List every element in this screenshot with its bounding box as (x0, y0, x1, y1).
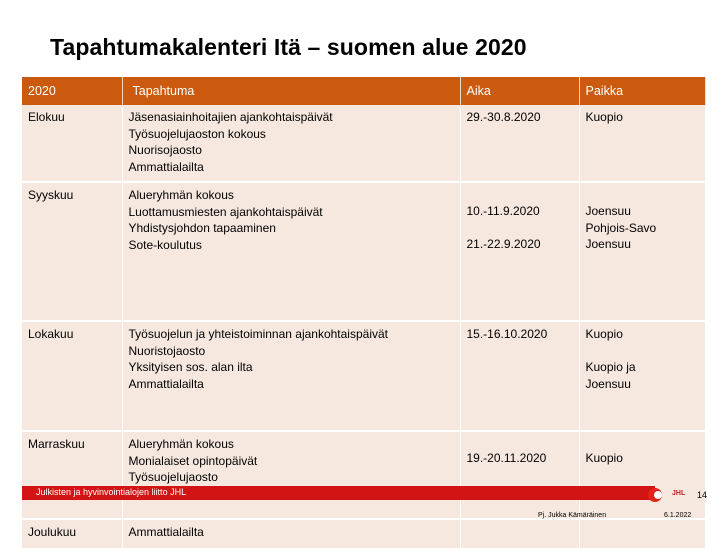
place-cell: Kuopio Kuopio ja Joensuu (579, 321, 705, 431)
time-cell (460, 519, 579, 549)
place-cell: Joensuu Pohjois-Savo Joensuu (579, 182, 705, 321)
author-text: Pj. Jukka Kämäräinen (538, 512, 607, 519)
slide-title: Tapahtumakalenteri Itä – suomen alue 2020 (50, 34, 527, 60)
table-row (22, 182, 705, 321)
header-event: Tapahtuma (122, 77, 460, 105)
place-cell: Kuopio (579, 105, 705, 182)
footer-organization-text: Julkisten ja hyvinvointialojen liitto JHL (36, 487, 187, 497)
time-cell: 10.-11.9.2020 21.-22.9.2020 (460, 182, 579, 321)
place-cell: Kuopio (579, 431, 705, 519)
footer-red-band (22, 486, 655, 500)
page-number: 14 (697, 490, 708, 500)
header-year: 2020 (22, 77, 122, 105)
place-cell (579, 519, 705, 549)
time-cell: 19.-20.11.2020 (460, 431, 579, 519)
event-calendar-table (22, 77, 706, 550)
events-cell: Työsuojelun ja yhteistoiminnan ajankohtaispäivät Nuoristojaosto Yksityisen sos. alan ilta Ammattialailta (122, 321, 460, 431)
month-cell: Marraskuu (22, 431, 122, 519)
jhl-logo-icon (648, 488, 670, 502)
events-cell: Alueryhmän kokous Luottamusmiesten ajankohtaispäivät Yhdistysjohdon tapaaminen Sote-koulutus (122, 182, 460, 321)
month-cell: Syyskuu (22, 182, 122, 321)
table-row (22, 105, 705, 182)
table-row (22, 431, 705, 519)
time-cell: 15.-16.10.2020 (460, 321, 579, 431)
month-cell: Elokuu (22, 105, 122, 182)
footer-bar (22, 486, 708, 500)
events-cell: Alueryhmän kokous Monialaiset opintopäivät Työsuojelujaosto (122, 431, 460, 519)
table-header-row (22, 77, 705, 105)
time-cell: 29.-30.8.2020 (460, 105, 579, 182)
month-cell: Joulukuu (22, 519, 122, 549)
header-place: Paikka (579, 77, 705, 105)
table-row (22, 321, 705, 431)
events-cell: Ammattialailta (122, 519, 460, 549)
logo-text: JHL (672, 490, 686, 497)
events-cell: Jäsenasiainhoitajien ajankohtaispäivät Työsuojelujaoston kokous Nuorisojaosto Ammattialailta (122, 105, 460, 182)
header-time: Aika (460, 77, 579, 105)
table-row (22, 519, 705, 549)
date-text: 6.1.2022 (664, 512, 692, 519)
month-cell: Lokakuu (22, 321, 122, 431)
